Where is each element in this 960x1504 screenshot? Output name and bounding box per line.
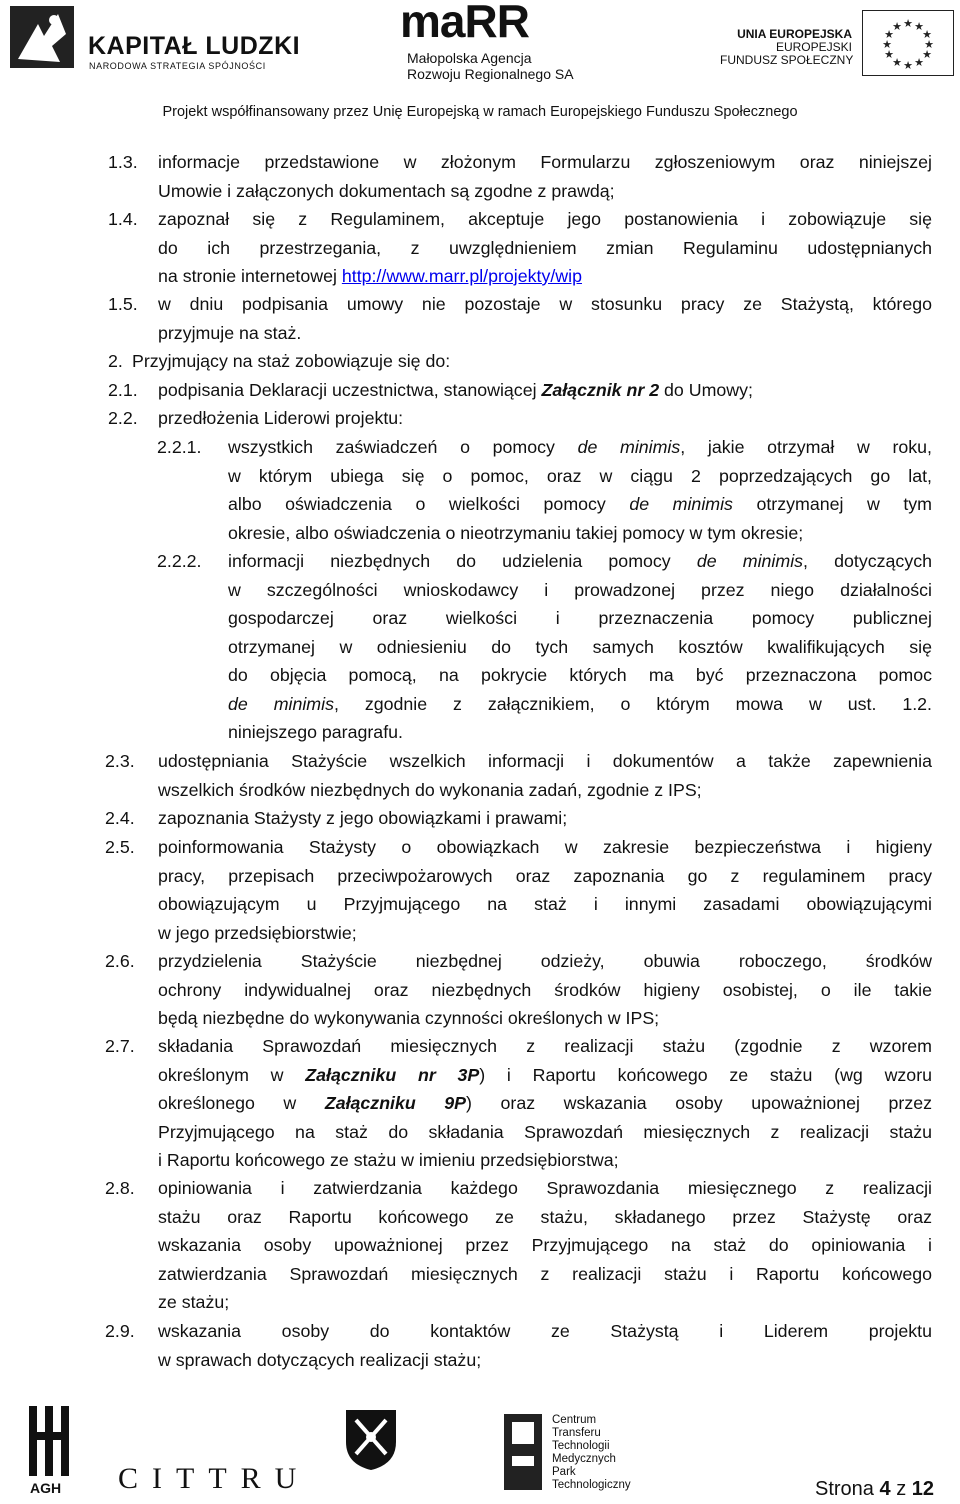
item-text-line: wszystkich zaświadczeń o pomocy xyxy=(228,437,578,457)
marr-line2: Rozwoju Regionalnego SA xyxy=(407,66,574,82)
eu-line1: UNIA EUROPEJSKA xyxy=(737,27,852,41)
item-text-line: Umowie i załączonych dokumentach są zgodne z prawdą; xyxy=(158,180,615,201)
item-number: 2.4. xyxy=(105,808,135,828)
marr-line1: Małopolska Agencja xyxy=(407,50,532,66)
item-text-line: w szczególności wnioskodawcy i prowadzonej przez niego działalności xyxy=(228,579,932,600)
item-text-line: w dniu podpisania umowy nie pozostaje w stosunku pracy ze Stażystą, którego xyxy=(158,294,932,314)
ctt-line: Technologii xyxy=(552,1440,610,1452)
item-text-line: udostępniania Stażyście wszelkich informacji i dokumentów a także zapewnienia xyxy=(158,751,932,771)
item-text-line: niniejszego paragrafu. xyxy=(228,722,403,742)
item-number: 2.1. xyxy=(108,380,138,400)
item-text-line: przyjmuje na staż. xyxy=(158,322,302,343)
item-text-line: określonego w xyxy=(158,1093,325,1113)
item-text-line: , dotyczących xyxy=(803,551,932,571)
item-number: 2.2. xyxy=(108,408,138,428)
item-number: 1.3. xyxy=(108,152,138,172)
kapital-ludzki-logo xyxy=(8,4,301,74)
item-text-line: albo oświadczenia o wielkości pomocy xyxy=(228,494,630,514)
agh-emblem-icon xyxy=(26,1402,72,1478)
item-text-line: informacji niezbędnych do udzielenia pomocy xyxy=(228,551,697,571)
item-number: 2.8. xyxy=(105,1178,135,1198)
item-text-line: wskazania osoby do kontaktów ze Stażystą i Liderem projektu xyxy=(158,1321,932,1341)
svg-text:★: ★ xyxy=(914,56,924,69)
item-text-line: wszelkich środków niezbędnych do wykonania zadań, zgodnie z IPS; xyxy=(158,779,702,800)
ctt-line: Centrum xyxy=(552,1414,597,1426)
item-text-line: w jego przedsiębiorstwie; xyxy=(158,922,357,943)
item-text-line: składania Sprawozdań miesięcznych z realizacji stażu (zgodnie z wzorem xyxy=(158,1036,932,1056)
kapital-ludzki-emblem-icon xyxy=(8,4,78,70)
item-number: 2.6. xyxy=(105,951,135,971)
item-text-line: zapoznał się z Regulaminem, akceptuje jego postanowienia i zobowiązuje się xyxy=(158,209,932,229)
kapital-ludzki-subtitle: NARODOWA STRATEGIA SPÓJNOŚCI xyxy=(89,61,266,71)
latin-term: de minimis xyxy=(577,437,681,457)
item-text-line: Przyjmujący na staż zobowiązuje się do: xyxy=(132,351,451,371)
page-of: z xyxy=(896,1478,907,1500)
svg-text:★: ★ xyxy=(922,28,932,41)
attachment-ref: Załącznik nr 2 xyxy=(541,380,660,400)
item-number: 2.2.1. xyxy=(157,437,202,457)
item-text-line: zatwierdzania Sprawozdań miesięcznych z realizacji stażu i Raportu końcowego xyxy=(158,1263,932,1284)
latin-term: de minimis xyxy=(228,693,334,714)
item-text-line: informacje przedstawione w złożonym Formularzu zgłoszeniowym oraz niniejszej xyxy=(158,152,932,172)
eu-text-block xyxy=(720,28,852,73)
agh-label: AGH xyxy=(30,1480,62,1496)
kapital-ludzki-title: KAPITAŁ LUDZKI xyxy=(88,32,301,60)
page-header xyxy=(0,0,960,120)
item-text-line: i Raportu końcowego ze stażu w imieniu przedsiębiorstwa; xyxy=(158,1150,619,1170)
item-text-line: zapoznania Stażysty z jego obowiązkami i prawami; xyxy=(158,808,568,828)
item-text-line: wskazania osoby upoważnionej przez Przyjmującego na staż do opiniowania i xyxy=(158,1235,932,1255)
eu-line3: FUNDUSZ SPOŁECZNY xyxy=(720,53,854,67)
ctt-line: Technologiczny xyxy=(552,1479,631,1491)
eu-line2: EUROPEJSKI xyxy=(775,40,852,54)
latin-term: de minimis xyxy=(629,494,733,514)
page-footer xyxy=(0,1400,960,1504)
item-text-line: do objęcia pomocą, na pokrycie których ma być przeznaczona pomoc xyxy=(228,665,932,685)
ctt-line: Park xyxy=(552,1466,576,1478)
page-label: Strona xyxy=(815,1478,874,1500)
item-text-line: do Umowy; xyxy=(659,380,753,400)
item-number: 2.2.2. xyxy=(157,551,202,571)
svg-text:★: ★ xyxy=(882,38,892,51)
marr-brand: maRR xyxy=(400,0,529,47)
item-text-line: poinformowania Stażysty o obowiązkach w zakresie bezpieczeństwa i higieny xyxy=(158,837,932,857)
item-number: 2.7. xyxy=(105,1036,135,1056)
item-text-line: stażu oraz Raportu końcowego ze stażu, składanego przez Stażystę oraz xyxy=(158,1206,932,1227)
svg-text:★: ★ xyxy=(903,17,913,30)
item-text-line: obowiązującym u Przyjmującego na staż i innymi zasadami obowiązującymi xyxy=(158,894,932,914)
item-number: 2. xyxy=(108,351,123,371)
item-text-line: Przyjmującego na staż do składania Sprawozdań miesięcznych z realizacji stażu xyxy=(158,1121,932,1142)
item-number: 1.4. xyxy=(108,209,138,229)
item-text-line: , jakie otrzymał w roku, xyxy=(680,437,932,457)
item-number: 2.3. xyxy=(105,751,135,771)
eu-flag-icon xyxy=(862,10,954,76)
item-number: 2.5. xyxy=(105,837,135,857)
item-text-line: podpisania Deklaracji uczestnictwa, stanowiącej xyxy=(158,380,542,400)
item-text-line: ze stażu; xyxy=(158,1292,230,1312)
regulation-link[interactable]: http://www.marr.pl/projekty/wip xyxy=(341,266,582,286)
item-text-line: w sprawach dotyczących realizacji stażu; xyxy=(158,1349,482,1370)
item-text-line: opiniowania i zatwierdzania każdego Sprawozdania miesięcznego z realizacji xyxy=(158,1178,932,1198)
page-total: 12 xyxy=(911,1478,934,1500)
svg-text:★: ★ xyxy=(914,20,924,33)
attachment-ref: Załączniku nr 3P xyxy=(305,1064,480,1085)
cofinance-note: Projekt współfinansowany przez Unię Europejską w ramach Europejskiego Funduszu Społecznego xyxy=(162,104,798,120)
ctt-line: Medycznych xyxy=(552,1453,616,1465)
page-current: 4 xyxy=(879,1478,891,1500)
item-text-line: ochrony indywidualnej oraz niezbędnych środków higieny osobistej, o ile takie xyxy=(158,979,932,1000)
svg-text:★: ★ xyxy=(884,48,894,61)
item-text-line: określonym w xyxy=(158,1064,306,1085)
item-text-line: otrzymanej w tym xyxy=(732,494,932,514)
item-text-line: do ich przestrzegania, z uwzględnieniem zmian Regulaminu udostępnianych xyxy=(158,237,932,258)
item-text-line: pracy, przepisach przeciwpożarowych oraz zapoznania go z regulaminem pracy xyxy=(158,865,932,886)
ctt-emblem-icon xyxy=(500,1412,546,1492)
svg-text:★: ★ xyxy=(884,28,894,41)
marr-logo xyxy=(400,2,580,84)
item-text-line: przedłożenia Liderowi projektu: xyxy=(158,408,404,428)
item-text-line: okresie, albo oświadczenia o nieotrzymaniu takiej pomocy w tym okresie; xyxy=(228,522,804,543)
item-number: 2.9. xyxy=(105,1321,135,1341)
item-text-line: otrzymanej w odniesieniu do tych samych kosztów kwalifikujących się xyxy=(228,636,932,657)
item-text-line: na stronie internetowej xyxy=(158,266,342,286)
item-text-line: ) i Raportu końcowego ze stażu (wg wzoru xyxy=(479,1064,933,1085)
item-text-line: , zgodnie z załącznikiem, o którym mowa w ust. 1.2. xyxy=(333,693,932,714)
attachment-ref: Załączniku 9P xyxy=(324,1093,467,1113)
ctt-label xyxy=(552,1414,631,1492)
item-text-line: gospodarczej oraz wielkości i przeznaczenia pomocy publicznej xyxy=(228,608,932,628)
svg-text:★: ★ xyxy=(922,48,932,61)
svg-text:★: ★ xyxy=(892,56,902,69)
citru-shield-icon xyxy=(342,1406,400,1472)
item-number: 1.5. xyxy=(108,294,138,314)
ctt-line: Transferu xyxy=(552,1427,601,1439)
latin-term: de minimis xyxy=(696,551,804,571)
item-text-line: w którym ubiega się o pomoc, oraz w ciągu 2 poprzedzających go lat, xyxy=(228,465,932,486)
item-text-line: będą niezbędne do wykonywania czynności określonych w IPS; xyxy=(158,1008,660,1028)
svg-text:★: ★ xyxy=(892,20,902,33)
item-text-line: przydzielenia Stażyście niezbędnej odzieży, obuwia roboczego, środków xyxy=(158,951,932,971)
item-text-line: ) oraz wskazania osoby upoważnionej przez xyxy=(466,1093,932,1113)
svg-text:★: ★ xyxy=(924,38,934,51)
citru-label: CITTRU xyxy=(118,1462,311,1495)
page-number xyxy=(815,1478,934,1501)
svg-text:★: ★ xyxy=(903,59,913,72)
